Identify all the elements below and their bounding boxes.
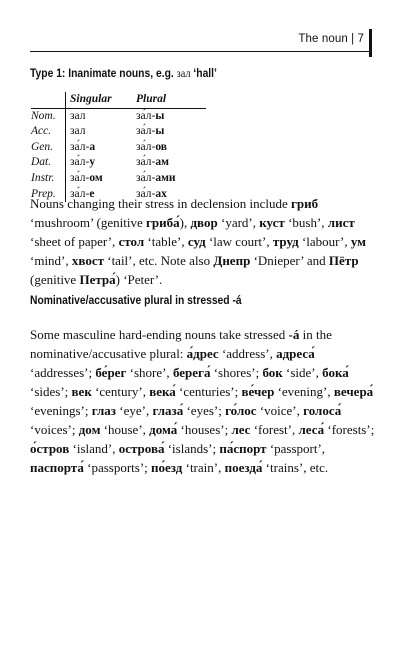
russian-word: поезда́ bbox=[224, 460, 263, 475]
case-label: Prep. bbox=[31, 187, 56, 200]
plural-form bbox=[132, 171, 206, 187]
plural-form bbox=[132, 155, 206, 171]
russian-word: бока́ bbox=[322, 365, 349, 380]
russian-word: бок bbox=[262, 365, 283, 380]
table-row bbox=[31, 171, 206, 187]
stem: зал bbox=[70, 109, 86, 122]
ending: ы bbox=[155, 125, 165, 138]
text-run: ‘mushroom’ (genitive bbox=[30, 215, 147, 230]
ending: е bbox=[89, 187, 95, 200]
text-run: ‘shores’; bbox=[210, 365, 263, 380]
russian-word: дом bbox=[78, 422, 101, 437]
text-run: ‘century’, bbox=[91, 384, 150, 399]
russian-word: дома́ bbox=[149, 422, 178, 437]
text-run: ‘sides’; bbox=[30, 384, 72, 399]
text-run: ) ‘Peter’. bbox=[115, 272, 163, 287]
russian-word: вечера́ bbox=[333, 384, 374, 399]
russian-word: глаз bbox=[91, 403, 116, 418]
singular-form bbox=[66, 124, 133, 140]
text-run: ‘bush’, bbox=[284, 215, 328, 230]
table-row bbox=[31, 140, 206, 156]
russian-word: леса́ bbox=[298, 422, 325, 437]
text-run: ‘addresses’; bbox=[30, 365, 96, 380]
singular-form bbox=[66, 140, 133, 156]
text-run: ‘centuries’; bbox=[175, 384, 242, 399]
text-run: ‘voice’, bbox=[256, 403, 304, 418]
stem: за́л- bbox=[136, 171, 156, 184]
section-heading-type1 bbox=[30, 66, 217, 81]
text-run: ‘table’, bbox=[144, 234, 188, 249]
text-run: ‘voices’; bbox=[30, 422, 79, 437]
case-label: Nom. bbox=[31, 109, 56, 122]
russian-word: голоса́ bbox=[303, 403, 342, 418]
stem: за́л- bbox=[136, 187, 156, 200]
russian-word: бе́рег bbox=[95, 365, 127, 380]
running-head-text: The noun | 7 bbox=[298, 33, 364, 45]
text-run: ‘shore’, bbox=[126, 365, 173, 380]
ending: ом bbox=[89, 171, 103, 184]
ending: ам bbox=[155, 156, 169, 169]
text-run: ‘yard’, bbox=[217, 215, 260, 230]
header-corner bbox=[31, 92, 66, 108]
heading-example-word: зал bbox=[176, 66, 191, 80]
table-row bbox=[31, 108, 206, 124]
ending: ы bbox=[155, 109, 165, 122]
russian-word: о́стров bbox=[30, 441, 70, 456]
text-run: ‘labour’, bbox=[298, 234, 351, 249]
text-run: ‘eye’, bbox=[116, 403, 153, 418]
case-label: Acc. bbox=[31, 125, 52, 138]
russian-word: Днепр bbox=[213, 253, 251, 268]
russian-word: гриб bbox=[291, 196, 319, 211]
text-run: ‘forests’; bbox=[324, 422, 375, 437]
russian-word: паспорта́ bbox=[30, 460, 84, 475]
ending: у bbox=[89, 156, 96, 169]
russian-word: стол bbox=[118, 234, 145, 249]
text-run: ‘tail’, etc. Note also bbox=[103, 253, 214, 268]
case-label: Instr. bbox=[31, 171, 55, 184]
russian-word: Пётр bbox=[328, 253, 359, 268]
heading-prefix: Type 1: Inanimate nouns, e.g. bbox=[30, 66, 174, 80]
stem: за́л- bbox=[136, 140, 156, 153]
stem: за́л- bbox=[70, 171, 90, 184]
russian-word: по́езд bbox=[151, 460, 183, 475]
stem: за́л- bbox=[136, 156, 156, 169]
text-run: ‘side’, bbox=[282, 365, 323, 380]
text-run: ‘Dnieper’ and bbox=[250, 253, 329, 268]
table-row bbox=[31, 155, 206, 171]
stem: за́л- bbox=[136, 125, 156, 138]
text-run: ‘evenings’; bbox=[30, 403, 92, 418]
text-run: ‘passport’, bbox=[266, 441, 326, 456]
text-run: ‘islands’; bbox=[164, 441, 220, 456]
text-run: in the nominative/accusative plural: bbox=[30, 327, 332, 361]
text-run: ‘houses’; bbox=[177, 422, 232, 437]
russian-word: глаза́ bbox=[152, 403, 184, 418]
text-run: ‘address’, bbox=[218, 346, 277, 361]
text-run: ), bbox=[179, 215, 191, 230]
russian-word: острова́ bbox=[118, 441, 165, 456]
plural-form bbox=[132, 108, 206, 124]
paragraph-stress-changes bbox=[30, 194, 375, 289]
text-run: Nouns changing their stress in declension include bbox=[30, 196, 292, 211]
russian-word: -á bbox=[288, 327, 300, 342]
table-header-row bbox=[31, 92, 206, 108]
russian-word: а́дрес bbox=[186, 346, 219, 361]
russian-word: ве́чер bbox=[241, 384, 275, 399]
russian-word: труд bbox=[272, 234, 299, 249]
russian-word: куст bbox=[259, 215, 285, 230]
text-run: ‘law court’, bbox=[205, 234, 273, 249]
singular-form bbox=[66, 171, 133, 187]
text-run: ‘trains’, etc. bbox=[262, 460, 329, 475]
russian-word: века́ bbox=[149, 384, 176, 399]
stem: зал bbox=[70, 125, 86, 138]
russian-word: хвост bbox=[71, 253, 104, 268]
ending: ов bbox=[155, 140, 168, 153]
heading-example-gloss: ‘hall’ bbox=[193, 66, 217, 80]
text-run: ‘house’, bbox=[100, 422, 150, 437]
case-label: Gen. bbox=[31, 140, 54, 153]
table-row bbox=[31, 124, 206, 140]
running-head bbox=[30, 29, 372, 52]
russian-word: гриба́ bbox=[146, 215, 180, 230]
text-run: ‘sheet of paper’, bbox=[30, 234, 119, 249]
russian-word: Петра́ bbox=[79, 272, 116, 287]
case-label: Dat. bbox=[31, 156, 52, 169]
text-run: ‘eyes’; bbox=[183, 403, 226, 418]
singular-form bbox=[66, 155, 133, 171]
russian-word: ум bbox=[350, 234, 367, 249]
russian-word: го́лос bbox=[225, 403, 257, 418]
paragraph-stressed-a-plural bbox=[30, 325, 375, 477]
plural-form bbox=[132, 124, 206, 140]
russian-word: лес bbox=[231, 422, 251, 437]
text-run: ‘evening’, bbox=[274, 384, 334, 399]
stem: за́л- bbox=[70, 156, 90, 169]
ending: ах bbox=[155, 187, 167, 200]
russian-word: лист bbox=[327, 215, 355, 230]
text-run: ‘train’, bbox=[182, 460, 225, 475]
text-run: ‘forest’, bbox=[250, 422, 299, 437]
russian-word: суд bbox=[187, 234, 206, 249]
running-head-rule bbox=[369, 29, 372, 57]
russian-word: адреса́ bbox=[276, 346, 315, 361]
text-run: Some masculine hard-ending nouns take stressed bbox=[30, 327, 289, 342]
plural-form bbox=[132, 140, 206, 156]
header-singular: Singular bbox=[66, 92, 133, 108]
declension-table bbox=[31, 92, 206, 202]
ending: ами bbox=[155, 171, 176, 184]
russian-word: двор bbox=[190, 215, 218, 230]
stem: за́л- bbox=[70, 140, 90, 153]
text-run: ‘passports’; bbox=[83, 460, 152, 475]
text-run: ‘mind’, bbox=[30, 253, 72, 268]
russian-word: берега́ bbox=[172, 365, 211, 380]
ending: а bbox=[89, 140, 96, 153]
russian-word: па́спорт bbox=[219, 441, 267, 456]
singular-form bbox=[66, 108, 133, 124]
text-run: ‘island’, bbox=[69, 441, 119, 456]
stem: за́л- bbox=[70, 187, 90, 200]
section-heading-stressed-a: Nominative/accusative plural in stressed -á bbox=[30, 293, 242, 307]
header-plural: Plural bbox=[132, 92, 206, 108]
stem: за́л- bbox=[136, 109, 156, 122]
russian-word: век bbox=[71, 384, 92, 399]
text-run: (genitive bbox=[30, 272, 80, 287]
